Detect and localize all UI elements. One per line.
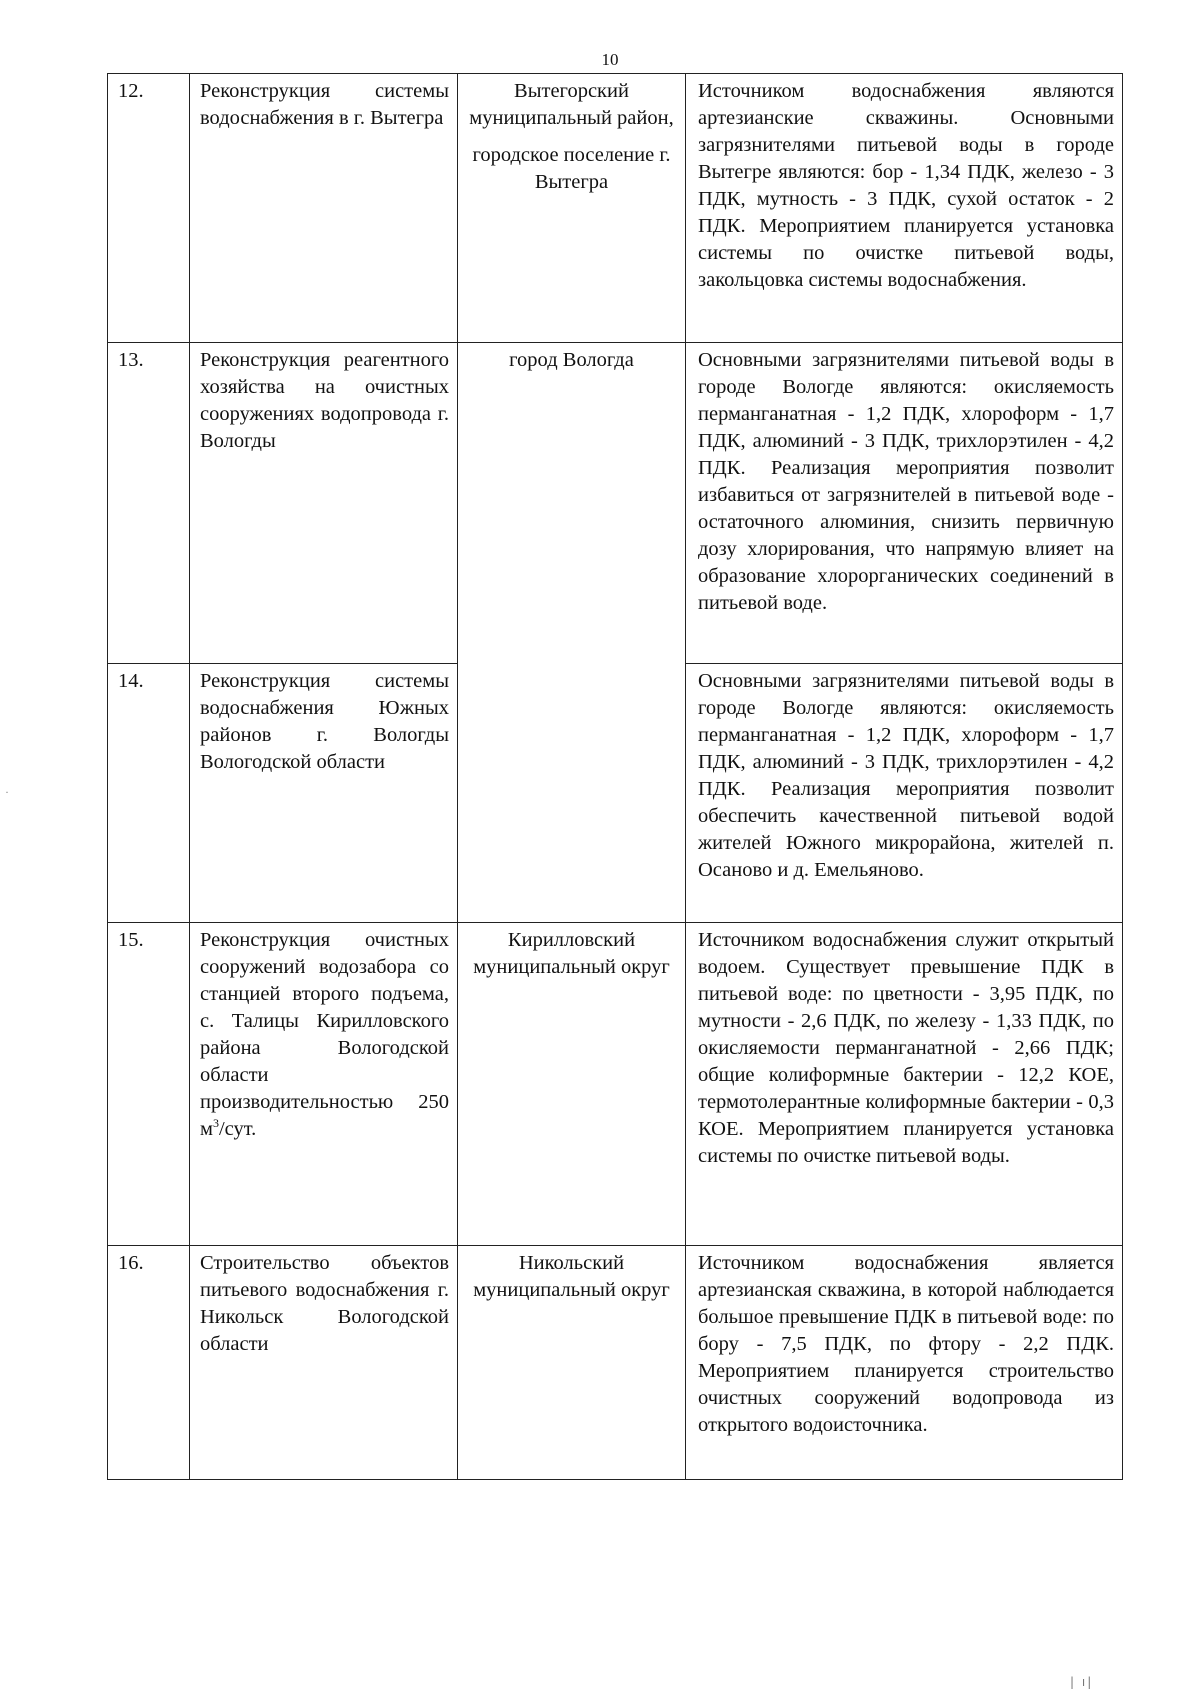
measure-name-text: Реконструкция очистных сооружений водозабора со станцией второго подъема, с. Талицы Кирилловского района Вологодской области производительностью 250 м — [200, 929, 449, 1140]
scan-margin-mark: · — [5, 785, 9, 799]
municipality-line: Никольский муниципальный округ — [473, 1252, 670, 1301]
row-number: 12. — [108, 74, 190, 343]
table-row — [108, 343, 1123, 664]
measures-table — [107, 73, 1123, 1480]
measure-name: Строительство объектов питьевого водоснабжения г. Никольск Вологодской области — [190, 1246, 458, 1480]
measure-name: Реконструкция системы водоснабжения в г. Вытегра — [190, 74, 458, 343]
measure-description: Источником водоснабжения являются артезианские скважины. Основными загрязнителями питьевой воды в городе Вытегре являются: бор - 1,34 ПДК, железо - 3 ПДК, мутность - 3 ПДК, сухой остаток - 2 ПДК. Мероприятием планируется установка системы по очистке питьевой воды, закольцовка системы водоснабжения. — [686, 74, 1123, 343]
measure-description: Источником водоснабжения служит открытый водоем. Существует превышение ПДК в питьевой воде: по цветности - 3,95 ПДК, по мутности - 2,6 ПДК, по железу - 1,33 ПДК, по окисляемости перманганатной - 2,66 ПДК; общие колиформные бактерии - 12,2 КОЕ, термотолерантные колиформные бактерии - 0,3 КОЕ. Мероприятием планируется установка системы по очистке питьевой воды. — [686, 923, 1123, 1246]
municipality-cell — [458, 923, 686, 1246]
measure-description: Основными загрязнителями питьевой воды в городе Вологде являются: окисляемость перманганатная - 1,2 ПДК, хлороформ - 1,7 ПДК, алюминий - 3 ПДК, трихлорэтилен - 4,2 ПДК. Реализация мероприятия позволит избавиться от загрязнителей в питьевой воде - остаточного алюминия, снизить первичную дозу хлорирования, что напрямую влияет на образование хлорорганических соединений в питьевой воде. — [686, 343, 1123, 664]
superscript: 3 — [212, 1116, 219, 1131]
measure-description: Источником водоснабжения является артезианская скважина, в которой наблюдается большое превышение ПДК в питьевой воде: по бору - 7,5 ПДК, по фтору - 2,2 ПДК. Мероприятием планируется строительство очистных сооружений водопровода из открытого водоисточника. — [686, 1246, 1123, 1480]
page-number: 10 — [601, 50, 619, 69]
municipality-line: Кирилловский муниципальный округ — [473, 929, 670, 978]
municipality-cell — [458, 74, 686, 343]
table-row — [108, 923, 1123, 1246]
measure-name-unit: /сут. — [218, 1118, 257, 1140]
row-number: 16. — [108, 1246, 190, 1480]
municipality-cell — [458, 343, 686, 923]
municipality-line: Вытегорский муниципальный район, — [469, 80, 674, 129]
municipality-line: город Вологда — [509, 349, 634, 371]
table-row — [108, 1246, 1123, 1480]
measure-description: Основными загрязнителями питьевой воды в городе Вологде являются: окисляемость перманганатная - 1,2 ПДК, хлороформ - 1,7 ПДК, алюминий - 3 ПДК, трихлорэтилен - 4,2 ПДК. Реализация мероприятия позволит обеспечить качественной питьевой водой жителей Южного микрорайона, жителей п. Осаново и д. Емельяново. — [686, 664, 1123, 923]
scan-corner-mark: | ı| — [1070, 1675, 1094, 1689]
row-number: 15. — [108, 923, 190, 1246]
row-number: 14. — [108, 664, 190, 923]
row-number: 13. — [108, 343, 190, 664]
measure-name — [190, 923, 458, 1246]
measure-name: Реконструкция реагентного хозяйства на очистных сооружениях водопровода г. Вологды — [190, 343, 458, 664]
measure-name: Реконструкция системы водоснабжения Южных районов г. Вологды Вологодской области — [190, 664, 458, 923]
table-row — [108, 74, 1123, 343]
municipality-line: городское поселение г. Вытегра — [472, 144, 671, 193]
municipality-cell — [458, 1246, 686, 1480]
